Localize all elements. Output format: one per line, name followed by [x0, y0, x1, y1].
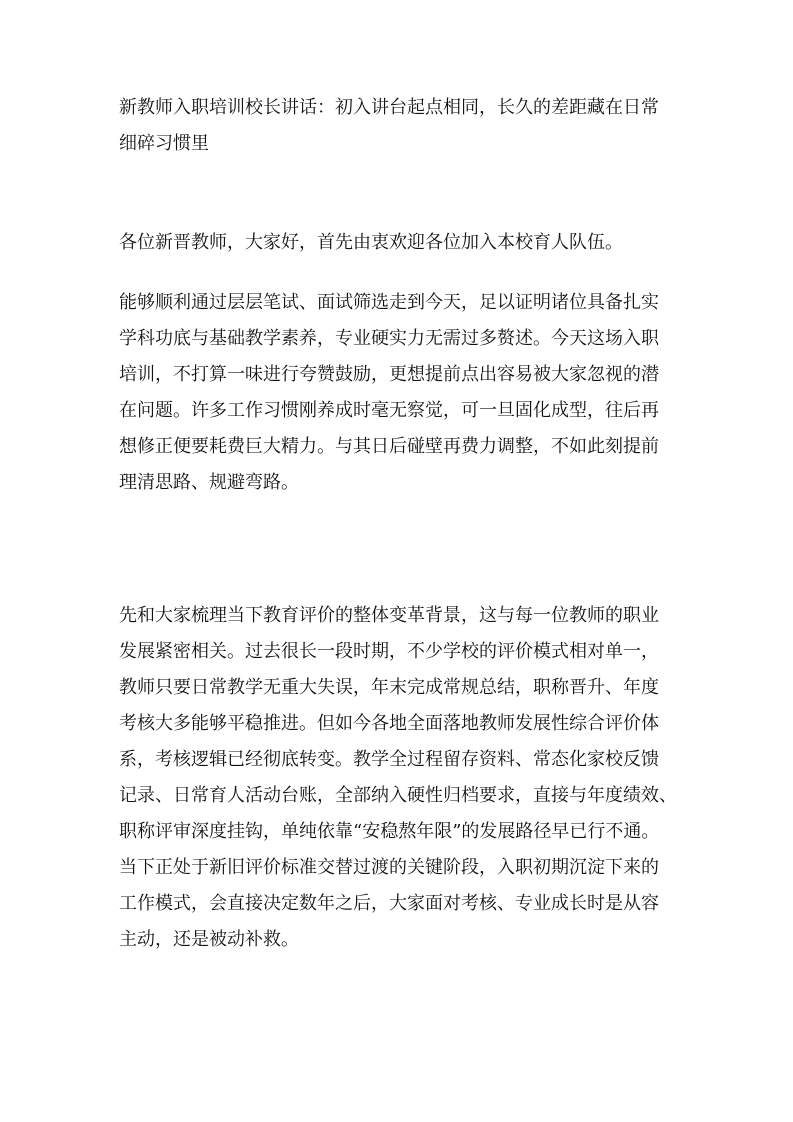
paragraph-line: 当下正处于新旧评价标准交替过渡的关键阶段，入职初期沉淀下来的: [119, 857, 659, 878]
paragraph-line: 学科功底与基础教学素养，专业硬实力无需过多赘述。今天这场入职: [119, 328, 659, 349]
paragraph-line: 记录、日常育人活动台账，全部纳入硬性归档要求，直接与年度绩效、: [119, 785, 677, 806]
paragraph-line: 主动，还是被动补救。: [119, 929, 299, 950]
paragraph-line: 工作模式，会直接决定数年之后，大家面对考核、专业成长时是从容: [119, 893, 659, 914]
paragraph-line: 能够顺利通过层层笔试、面试筛选走到今天，足以证明诸位具备扎实: [119, 292, 659, 313]
title-line: 细碎习惯里: [119, 133, 209, 154]
paragraph-line: 理清思路、规避弯路。: [119, 472, 299, 493]
document-title: [119, 90, 687, 162]
paragraph-line: 发展紧密相关。过去很长一段时期，不少学校的评价模式相对单一，: [119, 641, 659, 662]
intro-paragraph: [119, 285, 687, 501]
paragraph-line: 考核大多能够平稳推进。但如今各地全面落地教师发展性综合评价体: [119, 713, 659, 734]
paragraph-line: 先和大家梳理当下教育评价的整体变革背景，这与每一位教师的职业: [119, 605, 659, 626]
paragraph-line: 培训，不打算一味进行夸赞鼓励，更想提前点出容易被大家忽视的潜: [119, 364, 659, 385]
paragraph-line: 系，考核逻辑已经彻底转变。教学全过程留存资料、常态化家校反馈: [119, 749, 659, 770]
paragraph-line: 职称评审深度挂钩，单纯依靠“安稳熬年限”的发展路径早已行不通。: [119, 821, 660, 842]
paragraph-line: 想修正便要耗费巨大精力。与其日后碰壁再费力调整，不如此刻提前: [119, 436, 659, 457]
title-line: 新教师入职培训校长讲话：初入讲台起点相同，长久的差距藏在日常: [119, 97, 659, 118]
paragraph-line: 在问题。许多工作习惯刚养成时毫无察觉，可一旦固化成型，往后再: [119, 400, 659, 421]
evaluation-background-paragraph: [119, 598, 687, 958]
paragraph-line: 各位新晋教师，大家好，首先由衷欢迎各位加入本校育人队伍。: [119, 232, 623, 253]
paragraph-line: 教师只要日常教学无重大失误，年末完成常规总结，职称晋升、年度: [119, 677, 659, 698]
greeting-paragraph: [119, 225, 687, 261]
